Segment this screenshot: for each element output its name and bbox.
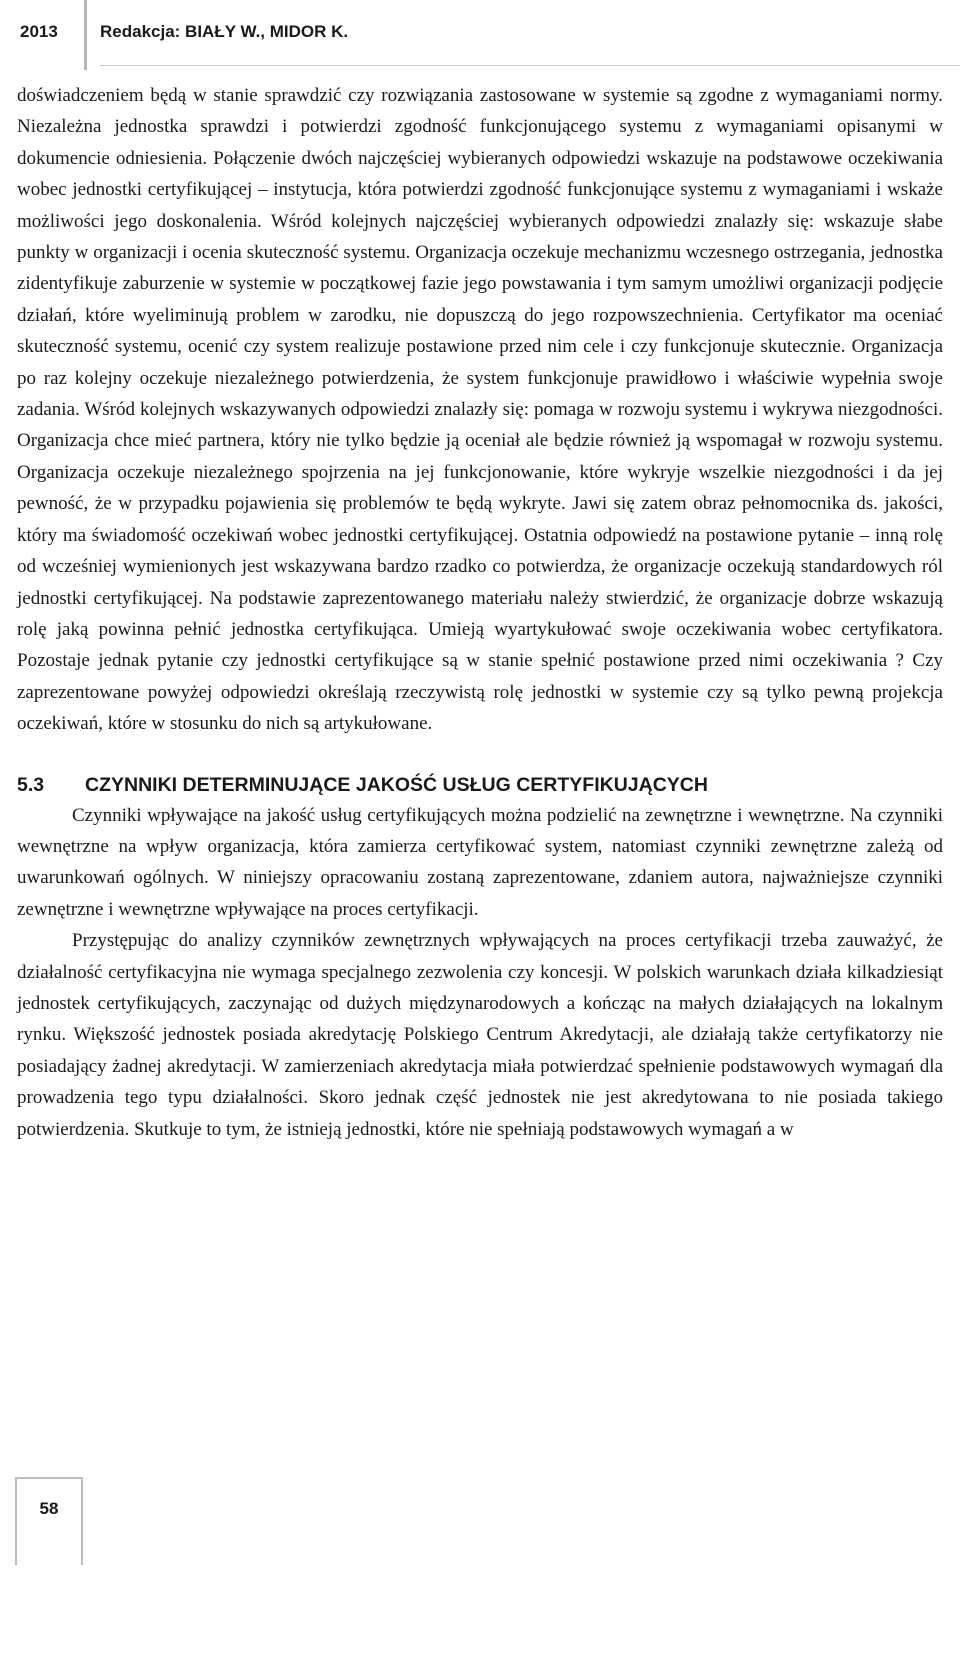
page-header <box>0 0 960 70</box>
page-body <box>17 80 943 1145</box>
page-number-box <box>15 1477 83 1565</box>
page-number: 58 <box>39 1499 59 1518</box>
body-paragraph-3: Przystępując do analizy czynników zewnętrznych wpływających na proces certyfikacji trzeba zauważyć, że działalność certyfikacyjna nie wymaga specjalnego zezwolenia czy koncesji. W polskich warunkach działa kilkadziesiąt jednostek certyfikujących, zaczynając od dużych międzynarodowych a kończąc na małych działających na lokalnym rynku. Większość jednostek posiada akredytację Polskiego Centrum Akredytacji, ale działają także certyfikatorzy nie posiadający żadnej akredytacji. W zamierzeniach akredytacja miała potwierdzać spełnienie podstawowych wymagań dla prowadzenia tego typu działalności. Skoro jednak część jednostek nie jest akredytowana to nie posiada takiego potwierdzenia. Skutkuje to tym, że istnieją jednostki, które nie spełniają podstawowych wymagań a w <box>17 930 943 1140</box>
section-heading <box>17 770 943 800</box>
header-year: 2013 <box>20 22 58 41</box>
body-paragraph-2: Czynniki wpływające na jakość usług certyfikujących można podzielić na zewnętrzne i wewnętrzne. Na czynniki wewnętrzne na wpływ organizacja, która zamierza certyfikować system, natomiast czynniki zewnętrzne zależą od uwarunkowań ogólnych. W niniejszy opracowaniu zostaną zaprezentowane, zdaniem autora, najważniejsze czynniki zewnętrzne i wewnętrzne wpływające na proces certyfikacji. <box>17 804 943 920</box>
body-paragraph-1: doświadczeniem będą w stanie sprawdzić czy rozwiązania zastosowane w systemie są zgodne z wymaganiami normy. Niezależna jednostka sprawdzi i potwierdzi zgodność funkcjonującego systemu z wymaganiami opisanymi w dokumencie odniesienia. Połączenie dwóch najczęściej wybieranych odpowiedzi wskazuje na podstawowe oczekiwania wobec jednostki certyfikującej – instytucja, która potwierdzi zgodność funkcjonujące systemu z wymaganiami i wskaże możliwości jego doskonalenia. Wśród kolejnych najczęściej wybieranych odpowiedzi znalazły się: wskazuje słabe punkty w organizacji i ocenia skuteczność systemu. Organizacja oczekuje mechanizmu wczesnego ostrzegania, jednostka zidentyfikuje zaburzenie w systemie w początkowej fazie jego powstawania i tym samym umożliwi organizacji podjęcie działań, które wyeliminują problem w zarodku, nie dopuszczą do jego rozpowszechnienia. Certyfikator ma oceniać skuteczność systemu, ocenić czy system realizuje postawione przed nim cele i czy funkcjonuje skutecznie. Organizacja po raz kolejny oczekuje niezależnego potwierdzenia, że system funkcjonuje prawidłowo i właściwie wypełnia swoje zadania. Wśród kolejnych wskazywanych odpowiedzi znalazły się: pomaga w rozwoju systemu i wykrywa niezgodności. Organizacja chce mieć partnera, który nie tylko będzie ją oceniał ale będzie również ją wspomagał w rozwoju systemu. Organizacja oczekuje niezależnego spojrzenia na jej funkcjonowanie, które wykryje wszelkie niezgodności i da jej pewność, że w przypadku pojawienia się problemów te będą wykryte. Jawi się zatem obraz pełnomocnika ds. jakości, który ma świadomość oczekiwań wobec jednostki certyfikującej. Ostatnia odpowiedź na postawione pytanie – inną rolę od wcześniej wymienionych jest wskazywana bardzo rzadko co potwierdza, że organizacje oczekują standardowych ról jednostki certyfikującej. Na podstawie zaprezentowanego materiału należy stwierdzić, że organizacje dobrze wskazują rolę jaką powinna pełnić jednostka certyfikująca. Umieją wyartykułować swoje oczekiwania wobec certyfikatora. Pozostaje jednak pytanie czy jednostki certyfikujące są w stanie spełnić postawione przed nimi oczekiwania ? Czy zaprezentowane powyżej odpowiedzi określają rzeczywistą rolę jednostki w systemie czy są tylko pewną projekcja oczekiwań, które w stosunku do nich są artykułowane. <box>17 85 943 735</box>
header-rule <box>100 65 960 66</box>
section-title: CZYNNIKI DETERMINUJĄCE JAKOŚĆ USŁUG CERTYFIKUJĄCYCH <box>85 773 708 796</box>
header-divider <box>84 0 87 70</box>
section-number: 5.3 <box>17 773 45 796</box>
header-editors: Redakcja: BIAŁY W., MIDOR K. <box>100 22 349 41</box>
